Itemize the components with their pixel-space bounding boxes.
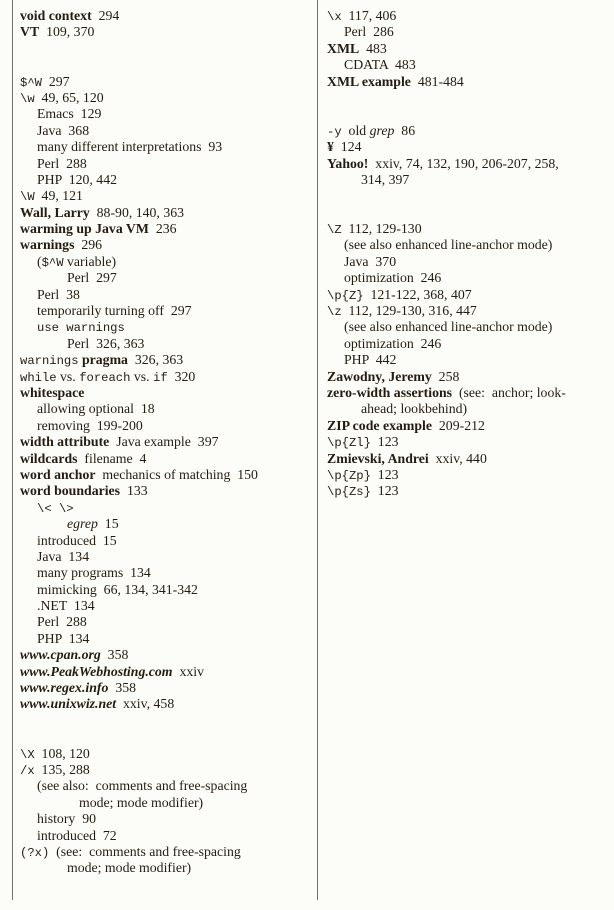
blank-line <box>20 713 313 729</box>
entry-text: 49, 65, 120 <box>34 89 104 105</box>
entry-text: mimicking 66, 134, 341-342 <box>37 581 198 597</box>
blank-line <box>20 729 313 745</box>
index-entry <box>20 303 313 319</box>
entry-text: 358 <box>108 680 137 696</box>
entry-text: 121-122, 368, 407 <box>363 286 472 302</box>
entry-text: Yahoo! <box>327 155 369 171</box>
index-entry <box>327 418 610 434</box>
entry-text: optimization 246 <box>344 270 442 286</box>
index-entry <box>327 8 610 24</box>
index-entry <box>327 352 610 368</box>
index-entry <box>20 205 313 221</box>
entry-text: introduced 72 <box>37 827 117 843</box>
entry-text: introduced 15 <box>37 532 117 548</box>
entry-text: www.cpan.org <box>20 647 101 663</box>
entry-text: 294 <box>91 8 120 23</box>
index-entry <box>327 319 610 335</box>
index-entry <box>327 434 610 450</box>
index-entry <box>327 401 610 417</box>
entry-text: old <box>341 122 370 138</box>
entry-text: \W <box>20 190 35 205</box>
index-entry <box>20 533 313 549</box>
entry-text: www.regex.info <box>20 680 109 696</box>
index-entry <box>20 401 313 417</box>
entry-text: many programs 134 <box>37 565 151 581</box>
index-entry <box>20 172 313 188</box>
blank-line <box>327 90 610 106</box>
entry-text: egrep <box>67 516 98 532</box>
entry-text: 112, 129-130 <box>341 221 422 237</box>
entry-text: xxiv, 458 <box>116 696 175 712</box>
index-entry <box>20 139 313 155</box>
index-entry <box>327 139 610 155</box>
entry-text: pragma <box>81 352 128 368</box>
entry-text: (see: comments and free-spacing <box>49 843 241 859</box>
index-entry <box>20 24 313 40</box>
index-entry <box>20 696 313 712</box>
index-entry <box>20 90 313 106</box>
entry-text: Perl 38 <box>37 286 80 302</box>
entry-text: Zawodny, Jeremy <box>327 368 432 384</box>
index-entry <box>20 319 313 335</box>
index-entry <box>20 237 313 253</box>
entry-text: VT <box>20 24 40 40</box>
entry-text: $^W <box>41 255 64 270</box>
entry-text: width attribute <box>20 434 110 450</box>
index-entry <box>327 156 610 172</box>
blank-line <box>20 57 313 73</box>
entry-text: mode; mode modifier) <box>79 794 204 810</box>
entry-text: Java 370 <box>344 253 397 269</box>
index-entry <box>20 434 313 450</box>
entry-text: Java example 397 <box>109 434 219 450</box>
entry-text: 123 <box>370 434 399 450</box>
entry-text: 108, 120 <box>34 745 90 761</box>
index-entry <box>327 254 610 270</box>
entry-text: zero-width assertions <box>327 384 453 400</box>
index-entry <box>20 565 313 581</box>
entry-text: while <box>20 370 57 385</box>
entry-text: warnings <box>20 237 75 253</box>
entry-text: 15 <box>97 516 119 532</box>
entry-text: 209-212 <box>432 417 485 433</box>
entry-text: 133 <box>120 483 148 499</box>
entry-text: void context <box>20 8 92 23</box>
entry-text: removing 199-200 <box>37 417 143 433</box>
index-entry <box>20 418 313 434</box>
entry-text: xxiv, 440 <box>428 450 487 466</box>
entry-text: www.PeakWebhosting.com <box>20 663 173 679</box>
entry-text: Java 134 <box>37 548 90 564</box>
entry-text: (see also enhanced line-anchor mode) <box>344 319 553 335</box>
entry-text: \X <box>20 747 35 762</box>
entry-text: (see: anchor; look- <box>452 384 566 400</box>
entry-text: -y <box>327 124 342 139</box>
blank-line <box>20 41 313 57</box>
entry-text: mechanics of matching 150 <box>95 466 258 482</box>
index-entry <box>327 237 610 253</box>
index-entry <box>327 303 610 319</box>
index-entry <box>20 647 313 663</box>
index-entry <box>20 467 313 483</box>
index-entry <box>327 221 610 237</box>
entry-text: 320 <box>167 368 196 384</box>
index-entry <box>20 156 313 172</box>
entry-text: use warnings <box>37 321 125 336</box>
entry-text: \p{Zs} <box>327 485 371 500</box>
index-entry <box>327 287 610 303</box>
index-entry <box>20 483 313 499</box>
entry-text: warnings <box>20 354 79 369</box>
entry-text: mode; mode modifier) <box>67 860 192 876</box>
index-entry <box>327 270 610 286</box>
index-entry <box>20 598 313 614</box>
entry-text: wildcards <box>20 450 78 466</box>
index-entry <box>20 385 313 401</box>
entry-text: 258 <box>431 368 460 384</box>
index-entry <box>327 24 610 40</box>
index-entry <box>327 451 610 467</box>
entry-text: /x <box>20 763 35 778</box>
entry-text: \p{Z} <box>327 288 364 303</box>
entry-text: if <box>153 370 168 385</box>
index-entry <box>20 811 313 827</box>
entry-text: (?x) <box>20 845 50 860</box>
entry-text: ZIP code example <box>327 417 432 433</box>
entry-text: (see also enhanced line-anchor mode) <box>344 237 553 253</box>
index-entry <box>20 680 313 696</box>
entry-text: PHP 120, 442 <box>37 171 117 187</box>
entry-text: history 90 <box>37 811 97 827</box>
index-entry <box>327 74 610 90</box>
entry-text: foreach <box>79 370 131 385</box>
blank-line <box>327 188 610 204</box>
entry-text: Java 368 <box>37 122 90 138</box>
entry-text: word boundaries <box>20 483 121 499</box>
index-entry <box>327 336 610 352</box>
entry-text: XML example <box>327 73 411 89</box>
index-entry <box>327 369 610 385</box>
entry-text: PHP 134 <box>37 630 90 646</box>
blank-line <box>327 106 610 122</box>
index-entry <box>327 385 610 401</box>
entry-text: vs. <box>56 368 80 384</box>
entry-text: \x <box>327 10 342 24</box>
index-entry <box>327 172 610 188</box>
entry-text: Perl 288 <box>37 155 87 171</box>
column-rule-left <box>12 0 13 900</box>
entry-text: 326, 363 <box>127 352 184 368</box>
entry-text: \p{Zl} <box>327 436 371 451</box>
entry-text: many different interpretations 93 <box>37 139 223 155</box>
entry-text: 123 <box>370 483 399 499</box>
entry-text: www.unixwiz.net <box>20 696 117 712</box>
index-entry <box>20 74 313 90</box>
index-entry <box>20 352 313 368</box>
entry-text: \w <box>20 91 35 106</box>
entry-text: 49, 121 <box>34 188 83 204</box>
entry-text: XML <box>327 40 360 56</box>
entry-text: whitespace <box>20 384 85 400</box>
index-entry <box>20 270 313 286</box>
index-entry <box>20 844 313 860</box>
entry-text: 481-484 <box>410 73 464 89</box>
entry-text: \Z <box>327 223 342 238</box>
entry-text: .NET 134 <box>37 598 95 614</box>
index-entry <box>20 500 313 516</box>
index-entry <box>327 57 610 73</box>
entry-text: 124 <box>333 139 362 155</box>
entry-text: \p{Zp} <box>327 468 371 483</box>
index-entry <box>20 795 313 811</box>
index-entry <box>20 614 313 630</box>
index-entry <box>20 664 313 680</box>
entry-text: 358 <box>100 647 129 663</box>
index-entry <box>327 483 610 499</box>
index-entry <box>20 828 313 844</box>
entry-text: 135, 288 <box>34 761 90 777</box>
entry-text: $^W <box>20 75 42 90</box>
index-entry <box>20 254 313 270</box>
index-entry <box>327 41 610 57</box>
index-entry <box>327 123 610 139</box>
index-column-left <box>20 8 313 877</box>
entry-text: Perl 326, 363 <box>67 335 145 351</box>
entry-text: 86 <box>394 122 416 138</box>
entry-text: filename 4 <box>77 450 147 466</box>
index-entry <box>327 467 610 483</box>
entry-text: temporarily turning off 297 <box>37 303 192 319</box>
index-entry <box>20 336 313 352</box>
index-entry <box>20 123 313 139</box>
entry-text: 236 <box>148 221 177 237</box>
entry-text: 88-90, 140, 363 <box>89 204 185 220</box>
entry-text: ahead; lookbehind) <box>361 401 468 417</box>
index-entry <box>20 516 313 532</box>
index-entry <box>20 287 313 303</box>
blank-line <box>327 205 610 221</box>
entry-text: vs. <box>130 368 154 384</box>
entry-text: 296 <box>74 237 103 253</box>
index-entry <box>20 221 313 237</box>
entry-text: PHP 442 <box>344 352 397 368</box>
entry-text: Perl 286 <box>344 24 394 40</box>
entry-text: ¥ <box>327 139 334 155</box>
column-rule-center <box>317 0 318 900</box>
entry-text: \< \> <box>37 501 74 516</box>
index-entry <box>20 860 313 876</box>
entry-text: variable) <box>63 253 117 269</box>
entry-text: CDATA 483 <box>344 57 416 73</box>
entry-text: 483 <box>359 40 387 56</box>
index-entry <box>20 188 313 204</box>
entry-text: Emacs 129 <box>37 106 102 122</box>
entry-text: 109, 370 <box>39 24 95 40</box>
entry-text: 123 <box>370 466 399 482</box>
entry-text: grep <box>369 122 395 138</box>
index-entry <box>20 8 313 24</box>
entry-text: Perl 288 <box>37 614 87 630</box>
entry-text: allowing optional 18 <box>37 401 155 417</box>
entry-text: 297 <box>41 73 70 89</box>
entry-text: Perl 297 <box>67 270 117 286</box>
entry-text: Zmievski, Andrei <box>327 450 429 466</box>
index-entry <box>20 631 313 647</box>
entry-text: xxiv <box>172 663 204 679</box>
entry-text: 314, 397 <box>361 171 410 187</box>
index-column-right <box>327 8 610 500</box>
entry-text: xxiv, 74, 132, 190, 206-207, 258, <box>368 155 559 171</box>
entry-text: warming up Java VM <box>20 221 149 237</box>
index-entry <box>20 762 313 778</box>
entry-text: word anchor <box>20 466 96 482</box>
index-entry <box>20 451 313 467</box>
entry-text: 112, 129-130, 316, 447 <box>341 303 477 319</box>
index-entry <box>20 369 313 385</box>
index-entry <box>20 778 313 794</box>
entry-text: \z <box>327 305 342 320</box>
entry-text: 117, 406 <box>341 8 397 23</box>
index-entry <box>20 549 313 565</box>
entry-text: optimization 246 <box>344 335 442 351</box>
entry-text: Wall, Larry <box>20 204 90 220</box>
index-entry <box>20 582 313 598</box>
entry-text: ( <box>37 253 42 269</box>
index-entry <box>20 106 313 122</box>
entry-text: (see also: comments and free-spacing <box>37 778 248 794</box>
index-entry <box>20 746 313 762</box>
